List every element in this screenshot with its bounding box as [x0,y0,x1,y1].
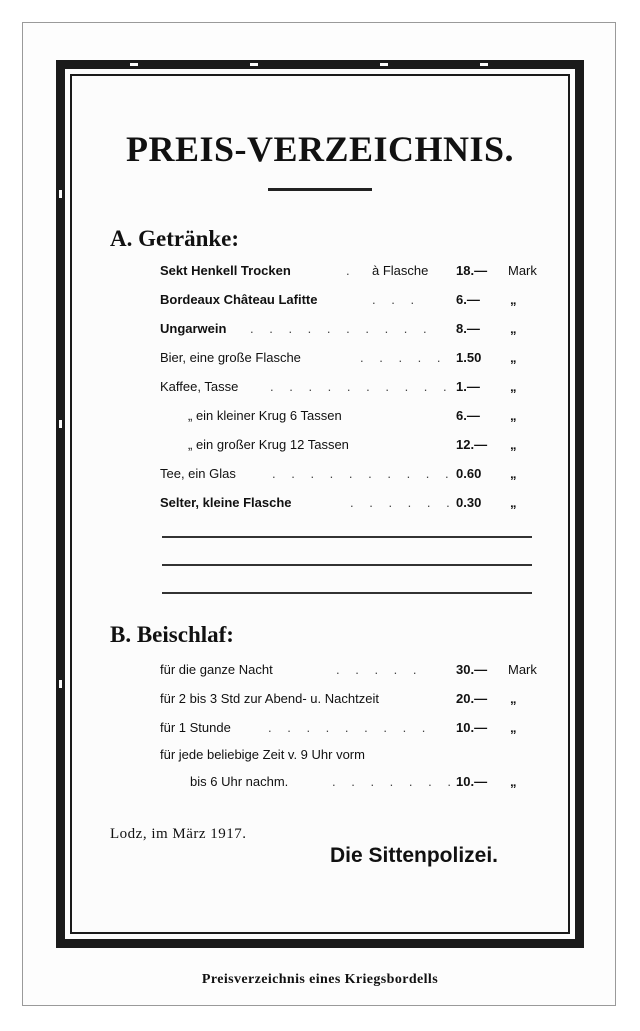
item-label: für 1 Stunde [160,720,231,735]
title-divider [268,188,372,191]
item-unit: „ [510,720,517,735]
place-date: Lodz, im März 1917. [110,826,247,842]
item-label: Sekt Henkell Trocken [160,263,291,278]
item-label: „ ein großer Krug 12 Tassen [188,437,349,452]
leader-dots: . . . . . . . . . . [272,466,455,481]
signature: Die Sittenpolizei. [330,844,499,867]
blank-entry-line [162,536,532,538]
page-title: PREIS-VERZEICHNIS. [125,129,515,169]
border-ornament [450,936,458,939]
item-price: 0.60 [456,466,482,481]
item-price: 0.30 [456,495,482,510]
leader-dots: . . . [372,292,421,307]
leader-dots: . . . . . [336,662,423,677]
item-label: Selter, kleine Flasche [160,495,292,510]
item-price: 6.— [456,408,480,423]
list-item [160,285,532,314]
list-item [160,488,532,517]
item-label: Kaffee, Tasse [160,379,239,394]
item-label: Tee, ein Glas [160,466,236,481]
section-a-price-list [160,256,537,517]
item-price: 1.50 [456,350,482,365]
list-item [160,459,532,488]
item-unit: „ [510,408,517,423]
list-item [160,401,532,430]
item-price: 8.— [456,321,480,336]
list-item [160,430,532,459]
item-unit: „ [510,774,517,789]
item-quantity: à Flasche [372,263,429,278]
item-unit: „ [510,350,517,365]
item-label: „ ein kleiner Krug 6 Tassen [188,408,342,423]
list-item [160,655,537,684]
list-item [160,742,532,767]
item-label: für jede beliebige Zeit v. 9 Uhr vorm [160,747,365,762]
item-label: bis 6 Uhr nachm. [190,774,289,789]
item-price: 10.— [456,720,488,735]
blank-entry-line [162,592,532,594]
section-b-price-list [160,655,537,796]
item-price: 6.— [456,292,480,307]
item-unit: „ [510,437,517,452]
item-unit: „ [510,321,517,336]
list-item [160,343,532,372]
border-ornament [59,680,62,688]
leader-dots: . . . . . . . [332,774,457,789]
border-ornament [572,500,575,508]
leader-dots: . . . . . [360,350,447,365]
border-ornament [480,63,488,66]
border-ornament [59,420,62,428]
leader-dots: . . . . . . . . . . [250,321,433,336]
item-unit: „ [510,379,517,394]
leader-dots: . . . . . . [350,495,456,510]
border-ornament [250,63,258,66]
list-item [160,314,532,343]
item-price: 10.— [456,774,488,789]
image-caption: Preisverzeichnis eines Kriegsbordells [201,972,439,987]
list-item [160,767,532,796]
border-ornament [300,936,308,939]
item-price: 1.— [456,379,480,394]
border-ornament [130,63,138,66]
item-price: 12.— [456,437,488,452]
leader-dots: . . . . . . . . . [268,720,432,735]
leader-dots: . [346,263,356,278]
item-label: für die ganze Nacht [160,662,273,677]
item-label: Ungarwein [160,321,227,336]
list-item [160,372,532,401]
border-ornament [572,250,575,258]
section-b-heading: B. Beischlaf: [110,622,234,647]
border-ornament [150,936,158,939]
leader-dots: . . . . . . . . . . [270,379,453,394]
item-unit: Mark [508,662,537,677]
list-item [160,256,537,285]
item-unit: „ [510,691,517,706]
item-label: Bordeaux Château Lafitte [160,292,318,307]
item-price: 18.— [456,263,488,278]
item-unit: Mark [508,263,537,278]
list-item [160,713,532,742]
item-unit: „ [510,495,517,510]
item-price: 20.— [456,691,488,706]
list-item [160,684,532,713]
item-unit: „ [510,466,517,481]
section-a-heading: A. Getränke: [110,226,240,251]
item-label: Bier, eine große Flasche [160,350,301,365]
item-unit: „ [510,292,517,307]
item-label: für 2 bis 3 Std zur Abend- u. Nachtzeit [160,691,379,706]
blank-entry-line [162,564,532,566]
border-ornament [59,190,62,198]
item-price: 30.— [456,662,488,677]
border-ornament [380,63,388,66]
border-ornament [572,760,575,768]
